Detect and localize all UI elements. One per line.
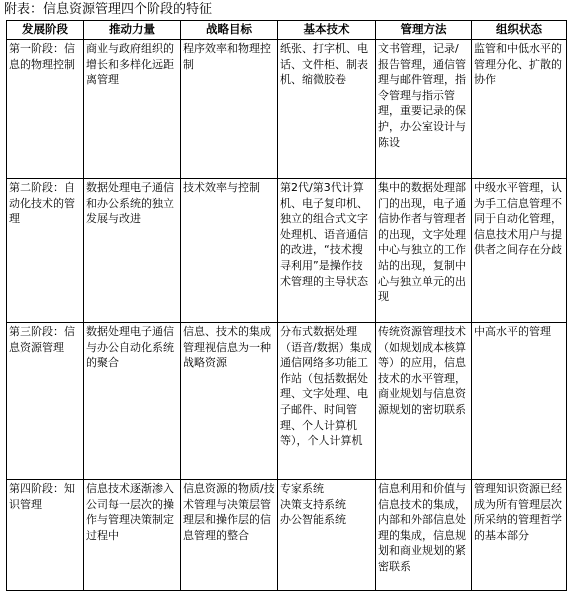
header-row (7, 21, 567, 40)
header-driving-force: 推动力量 (84, 21, 181, 40)
stage-characteristics-table (6, 20, 567, 591)
cell-organization-state: 中高水平的管理 (472, 323, 567, 480)
table-row (7, 323, 567, 480)
table-row (7, 40, 567, 179)
cell-basic-technology: 分布式数据处理（语音/数据）集成通信网络多功能工作站（包括数据处理、文字处理、电子邮件、时间管理、个人计算机等），个人计算机 (278, 323, 376, 480)
cell-stage: 第三阶段：信息资源管理 (7, 323, 84, 480)
cell-organization-state: 管理知识资源已经成为所有管理层次所采纳的管理哲学的基本部分 (472, 480, 567, 591)
cell-management-method: 传统资源管理技术（如规划成本核算等）的应用，信息技术的水平管理，商业规划与信息资源规划的密切联系 (376, 323, 472, 480)
cell-stage: 第一阶段：信息的物理控制 (7, 40, 84, 179)
cell-stage: 第二阶段：自动化技术的管理 (7, 179, 84, 323)
cell-driving-force: 信息技术逐渐渗入公司每一层次的操作与管理决策制定过程中 (84, 480, 181, 591)
cell-strategic-goal: 技术效率与控制 (181, 179, 278, 323)
table-caption: 附表：信息资源管理四个阶段的特征 (4, 2, 213, 17)
cell-management-method: 文书管理，记录/报告管理，通信管理与邮件管理，指令管理与指示管理，重要记录的保护，办公室设计与陈设 (376, 40, 472, 179)
table-row (7, 480, 567, 591)
cell-strategic-goal: 程序效率和物理控制 (181, 40, 278, 179)
cell-basic-technology: 第2代/第3代计算机、电子复印机、独立的组合式文字处理机、语音通信的改进，“技术搜寻利用”是操作技术管理的主导状态 (278, 179, 376, 323)
header-management-method: 管理方法 (376, 21, 472, 40)
header-stage: 发展阶段 (7, 21, 84, 40)
cell-basic-technology: 纸张、打字机、电话、文件柜、制表机、缩微胶卷 (278, 40, 376, 179)
cell-management-method: 集中的数据处理部门的出现，电子通信协作者与管理者的出现，文字处理中心与独立的工作站的出现，复制中心与独立单元的出现 (376, 179, 472, 323)
cell-driving-force: 数据处理电子通信与办公自动化系统的聚合 (84, 323, 181, 480)
cell-driving-force: 商业与政府组织的增长和多样化远距离管理 (84, 40, 181, 179)
cell-basic-technology: 专家系统 决策支持系统 办公智能系统 (278, 480, 376, 591)
header-basic-technology: 基本技术 (278, 21, 376, 40)
cell-organization-state: 监管和中低水平的管理分化、扩散的协作 (472, 40, 567, 179)
header-organization-state: 组织状态 (472, 21, 567, 40)
cell-driving-force: 数据处理电子通信和办公系统的独立发展与改进 (84, 179, 181, 323)
cell-strategic-goal: 信息、技术的集成管理视信息为一种战略资源 (181, 323, 278, 480)
cell-organization-state: 中级水平管理，认为手工信息管理不同于自动化管理，信息技术用户与提供者之间存在分歧 (472, 179, 567, 323)
table-row (7, 179, 567, 323)
cell-strategic-goal: 信息资源的物质/技术管理与决策层管理层和操作层的信息管理的整合 (181, 480, 278, 591)
cell-management-method: 信息利用和价值与信息技术的集成，内部和外部信息处理的集成，信息规划和商业规划的紧密联系 (376, 480, 472, 591)
header-strategic-goal: 战略目标 (181, 21, 278, 40)
cell-stage: 第四阶段：知识管理 (7, 480, 84, 591)
